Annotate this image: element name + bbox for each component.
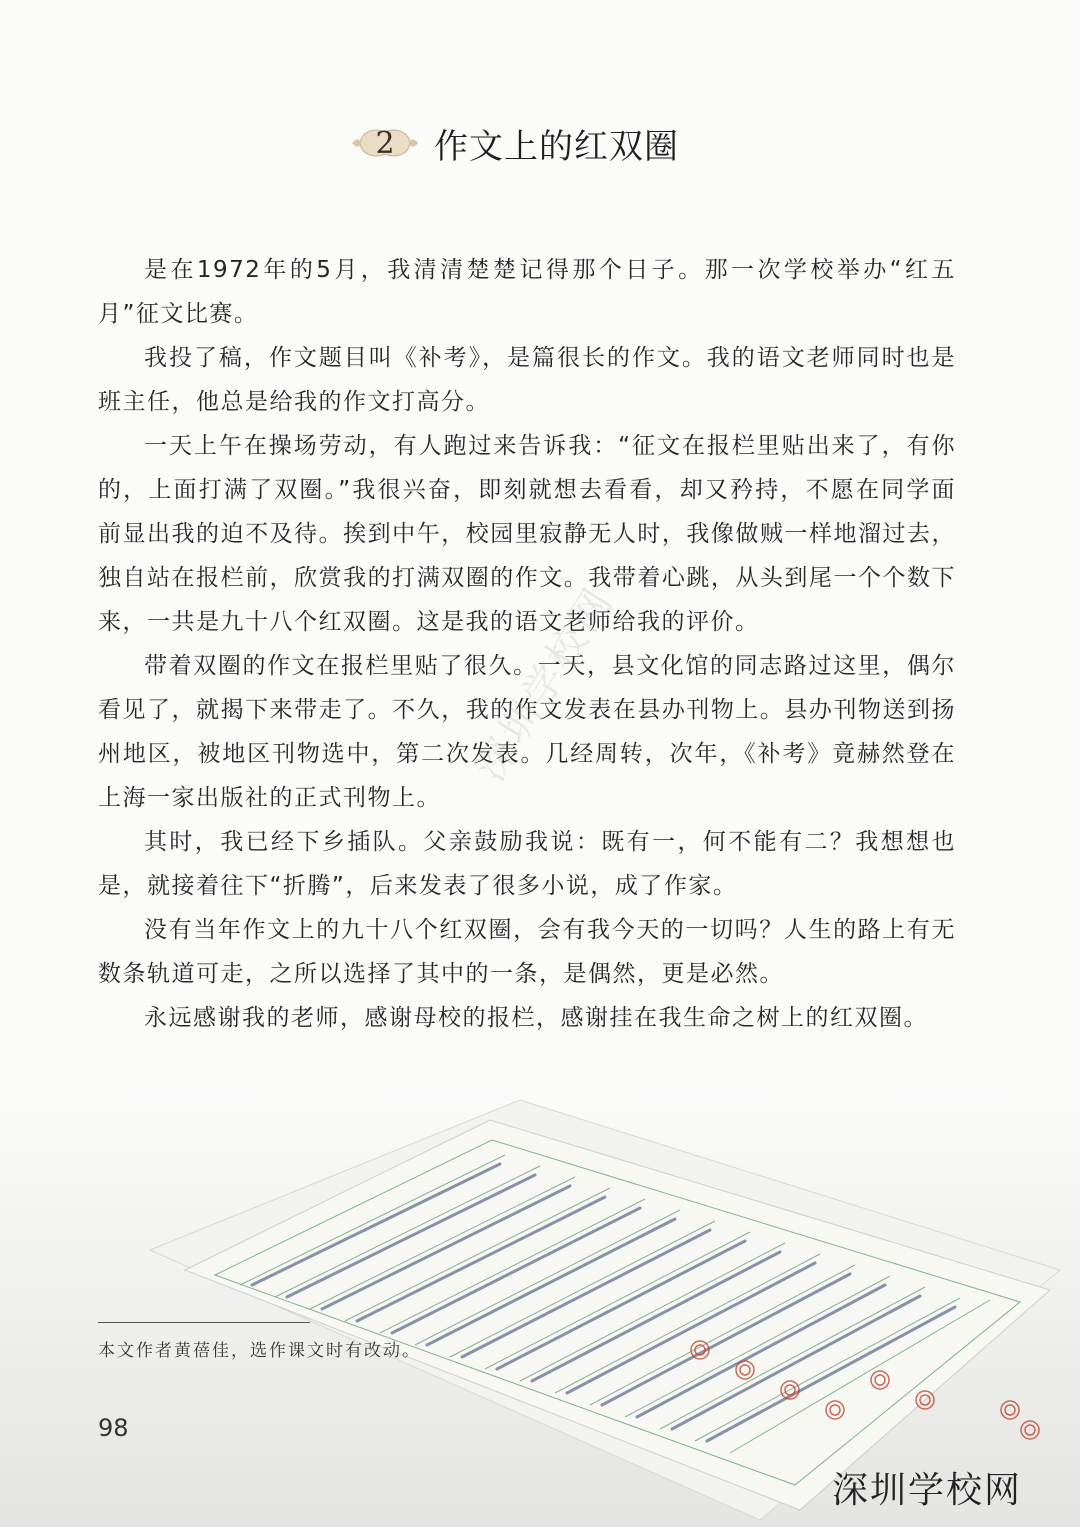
lesson-number: 2 — [375, 125, 395, 161]
page-number: 98 — [98, 1414, 129, 1442]
lesson-title: 作文上的红双圈 — [434, 126, 679, 167]
paragraph: 带着双圈的作文在报栏里贴了很久。一天，县文化馆的同志路过这里，偶尔看见了，就揭下来带走了。不久，我的作文发表在县办刊物上。县办刊物送到扬州地区，被地区刊物选中，第二次发表。几经周转，次年，《补考》竟赫然登在上海一家出版社的正式刊物上。 — [98, 653, 956, 811]
lesson-heading — [350, 112, 679, 174]
paragraph: 我投了稿，作文题目叫《补考》，是篇很长的作文。我的语文老师同时也是班主任，他总是给我的作文打高分。 — [98, 345, 956, 415]
paragraph: 其时，我已经下乡插队。父亲鼓励我说：既有一，何不能有二？我想想也是，就接着往下“折腾”，后来发表了很多小说，成了作家。 — [98, 829, 956, 899]
footnote: 本文作者黄蓓佳，选作课文时有改动。 — [98, 1341, 421, 1361]
site-watermark: 深圳学校网 — [832, 1470, 1023, 1511]
paragraph: 是在1972年的5月，我清清楚楚记得那个日子。那一次学校举办“红五月”征文比赛。 — [98, 257, 956, 327]
footnote-divider — [98, 1322, 310, 1323]
lesson-number-badge — [350, 118, 420, 168]
article-body — [98, 248, 956, 1040]
diagonal-watermark: 深圳学校网 — [467, 578, 624, 790]
paragraph: 永远感谢我的老师，感谢母校的报栏，感谢挂在我生命之树上的红双圈。 — [144, 1005, 928, 1031]
paragraph: 没有当年作文上的九十八个红双圈，会有我今天的一切吗？人生的路上有无数条轨道可走，之所以选择了其中的一条，是偶然，更是必然。 — [98, 917, 956, 987]
paragraph: 一天上午在操场劳动，有人跑过来告诉我：“征文在报栏里贴出来了，有你的，上面打满了双圈。”我很兴奋，即刻就想去看看，却又矜持，不愿在同学面前显出我的迫不及待。挨到中午，校园里寂静无人时，我像做贼一样地溜过去，独自站在报栏前，欣赏我的打满双圈的作文。我带着心跳，从头到尾一个个数下来，一共是九十八个红双圈。这是我的语文老师给我的评价。 — [98, 433, 956, 635]
manuscript-paper-illustration — [0, 1080, 1080, 1527]
